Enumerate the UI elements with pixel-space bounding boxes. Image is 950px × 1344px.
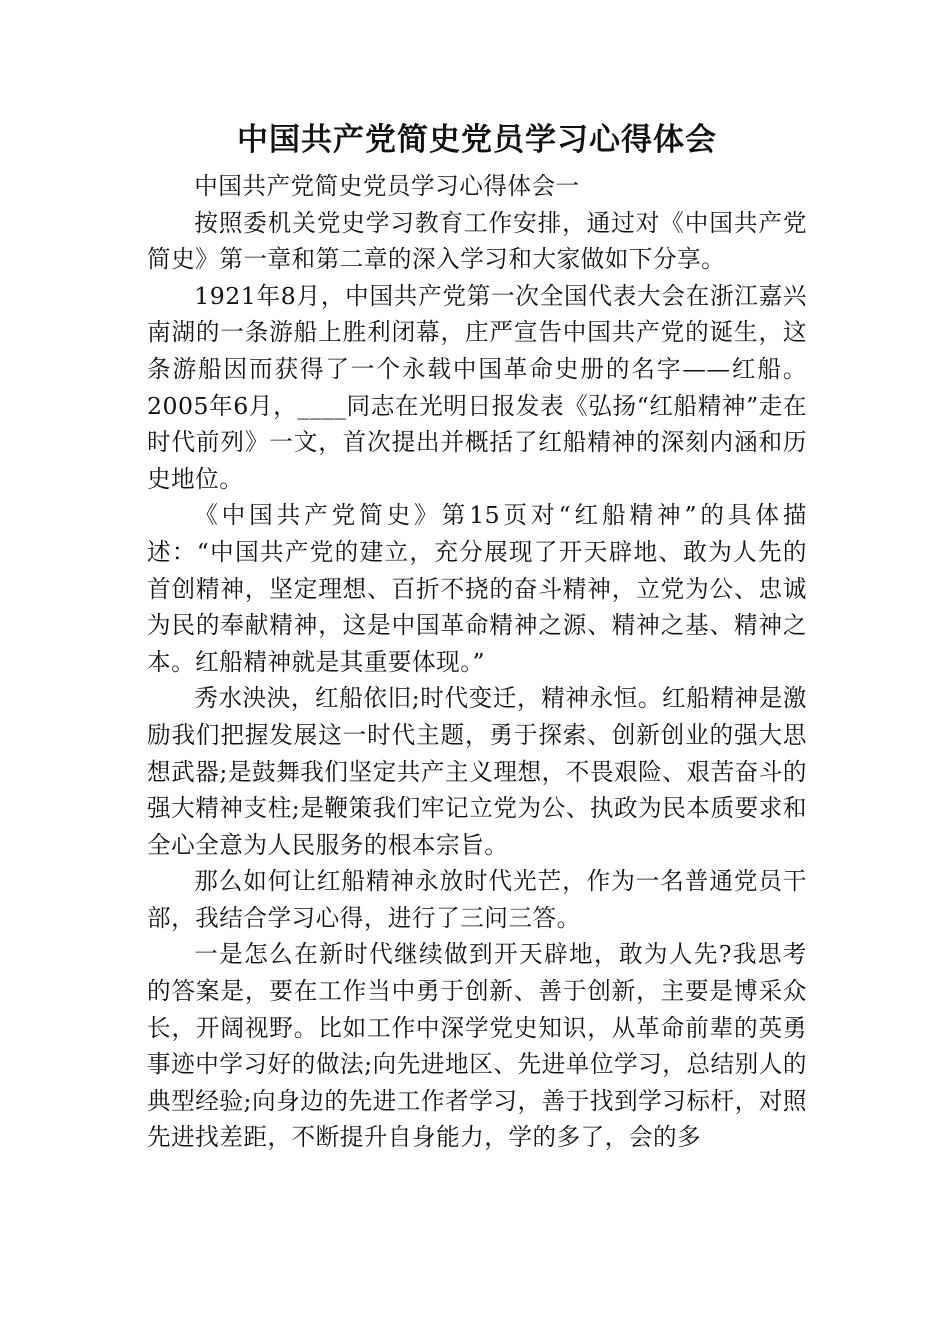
paragraph-first-question: 一是怎么在新时代继续做到开天辟地，敢为人先?我思考的答案是，要在工作当中勇于创新、善于创新，主要是博采众长，开阔视野。比如工作中深学党史知识，从革命前辈的英勇事迹中学习好的做法;向先进地区、先进单位学习，总结别人的典型经验;向身边的先进工作者学习，善于找到学习标杆，对照先进找差距，不断提升自身能力，学的多了，会的多 bbox=[147, 940, 807, 1152]
document-title: 中国共产党简史党员学习心得体会 bbox=[237, 122, 717, 158]
paragraph-red-boat-spirit-description: 《中国共产党简史》第15页对“红船精神”的具体描述：“中国共产党的建立，充分展现了开天辟地、敢为人先的首创精神，坚定理想、百折不挠的奋斗精神，立党为公、忠诚为民的奉献精神，这是中国革命精神之源、精神之基、精神之本。红船精神就是其重要体现。” bbox=[147, 501, 807, 676]
paragraph-subtitle: 中国共产党简史党员学习心得体会一 bbox=[194, 172, 580, 200]
paragraph-intro: 按照委机关党史学习教育工作安排，通过对《中国共产党简史》第一章和第二章的深入学习和大家做如下分享。 bbox=[147, 208, 807, 274]
paragraph-three-questions: 那么如何让红船精神永放时代光芒，作为一名普通党员干部，我结合学习心得，进行了三问三答。 bbox=[147, 867, 807, 932]
paragraph-spirit-significance: 秀水泱泱，红船依旧;时代变迁，精神永恒。红船精神是激励我们把握发展这一时代主题，勇于探索、创新创业的强大思想武器;是鼓舞我们坚定共产主义理想，不畏艰险、艰苦奋斗的强大精神支柱;是鞭策我们牢记立党为公、执政为民本质要求和全心全意为人民服务的根本宗旨。 bbox=[147, 684, 807, 859]
paragraph-red-boat-history: 1921年8月，中国共产党第一次全国代表大会在浙江嘉兴南湖的一条游船上胜利闭幕，庄严宣告中国共产党的诞生，这条游船因而获得了一个永载中国革命史册的名字——红船。2005年6月，____同志在光明日报发表《弘扬“红船精神”走在时代前列》一文，首次提出并概括了红船精神的深刻内涵和历史地位。 bbox=[147, 281, 807, 493]
document-page bbox=[147, 118, 807, 1156]
